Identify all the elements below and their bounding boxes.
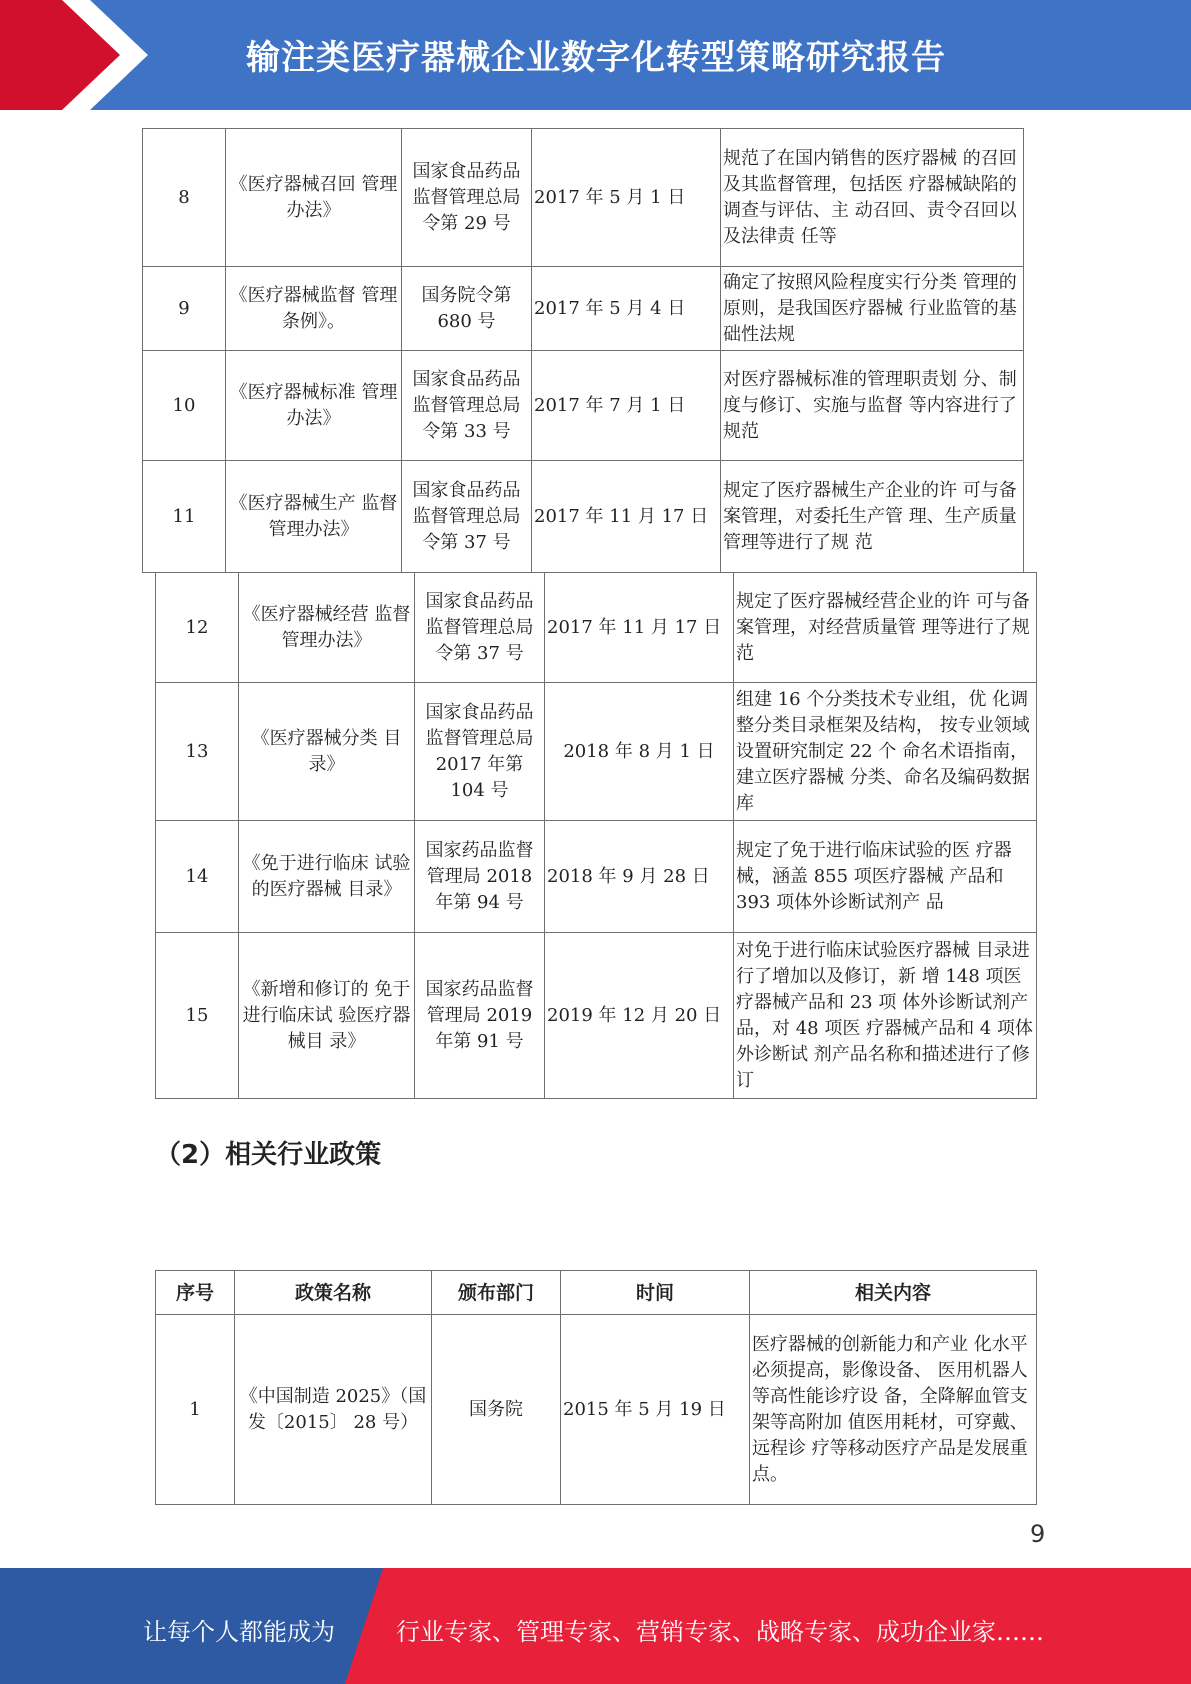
issuing-department: 国家食品药品监督管理总局令第 29 号: [402, 129, 532, 267]
table-row: [143, 461, 1024, 573]
header-chevron-icon: [0, 0, 160, 110]
table-row: [156, 821, 1037, 933]
issue-date: 2017 年 5 月 4 日: [532, 267, 721, 351]
row-number: 12: [156, 573, 239, 683]
regulation-name: 《免于进行临床 试验的医疗器械 目录》: [239, 821, 415, 933]
table-row: [143, 267, 1024, 351]
regulation-name: 《医疗器械分类 目录》: [239, 683, 415, 821]
issue-date: 2017 年 11 月 17 日: [532, 461, 721, 573]
row-number: 15: [156, 933, 239, 1099]
regulation-name: 《医疗器械标准 管理办法》: [226, 351, 402, 461]
report-footer: [0, 1568, 1191, 1684]
regulation-content: 规定了免于进行临床试验的医 疗器械，涵盖 855 项医疗器械 产品和 393 项体外诊断试剂产 品: [734, 821, 1037, 933]
issuing-department: 国家药品监督管理局 2019 年第 91 号: [415, 933, 545, 1099]
regulation-content: 对医疗器械标准的管理职责划 分、制度与修订、实施与监督 等内容进行了规范: [721, 351, 1024, 461]
page-number: 9: [1030, 1520, 1046, 1548]
row-number: 14: [156, 821, 239, 933]
row-number: 10: [143, 351, 226, 461]
issuing-department: 国务院令第 680 号: [402, 267, 532, 351]
regulation-content: 规范了在国内销售的医疗器械 的召回及其监督管理，包括医 疗器械缺陷的调查与评估、主 动召回、责令召回以及法律责 任等: [721, 129, 1024, 267]
row-number: 8: [143, 129, 226, 267]
issuing-department: 国家食品药品监督管理总局令第 37 号: [402, 461, 532, 573]
header-department: 颁布部门: [432, 1271, 561, 1315]
row-number: 9: [143, 267, 226, 351]
header-number: 序号: [156, 1271, 235, 1315]
regulations-table-b: [155, 572, 1037, 1099]
policy-content: 医疗器械的创新能力和产业 化水平必须提高，影像设备、 医用机器人等高性能诊疗设 备，全降解血管支架等高附加 值医用耗材，可穿戴、远程诊 疗等移动医疗产品是发展重 点。: [750, 1315, 1037, 1505]
issue-date: 2017 年 5 月 1 日: [532, 129, 721, 267]
regulation-content: 组建 16 个分类技术专业组，优 化调整分类目录框架及结构， 按专业领域设置研究制定 22 个 命名术语指南，建立医疗器械 分类、命名及编码数据库: [734, 683, 1037, 821]
report-title: 输注类医疗器械企业数字化转型策略研究报告: [246, 38, 946, 78]
regulation-name: 《医疗器械经营 监督管理办法》: [239, 573, 415, 683]
issuing-department: 国务院: [432, 1315, 561, 1505]
regulation-name: 《医疗器械监督 管理条例》。: [226, 267, 402, 351]
section-heading: （2）相关行业政策: [155, 1140, 382, 1170]
footer-slogan-left: 让每个人都能成为: [143, 1618, 335, 1646]
header-policy-name: 政策名称: [235, 1271, 432, 1315]
regulation-content: 对免于进行临床试验医疗器械 目录进行了增加以及修订，新 增 148 项医疗器械产品和 23 项 体外诊断试剂产品，对 48 项医 疗器械产品和 4 项体外诊断试 剂产品名称和描述进行了修订: [734, 933, 1037, 1099]
table-row: [156, 683, 1037, 821]
table-header-row: [156, 1271, 1037, 1315]
issue-date: 2019 年 12 月 20 日: [545, 933, 734, 1099]
table-row: [143, 129, 1024, 267]
regulations-table-a: [142, 128, 1024, 573]
regulation-name: 《医疗器械召回 管理办法》: [226, 129, 402, 267]
table-row: [143, 351, 1024, 461]
table-row: [156, 573, 1037, 683]
table-row: [156, 933, 1037, 1099]
issuing-department: 国家食品药品监督管理总局令第 37 号: [415, 573, 545, 683]
row-number: 1: [156, 1315, 235, 1505]
row-number: 13: [156, 683, 239, 821]
policies-table: [155, 1270, 1037, 1505]
header-date: 时间: [561, 1271, 750, 1315]
issuing-department: 国家食品药品监督管理总局 2017 年第 104 号: [415, 683, 545, 821]
issue-date: 2018 年 9 月 28 日: [545, 821, 734, 933]
policy-name: 《中国制造 2025》（国发〔2015〕 28 号）: [235, 1315, 432, 1505]
regulation-content: 规定了医疗器械经营企业的许 可与备案管理，对经营质量管 理等进行了规范: [734, 573, 1037, 683]
regulation-content: 规定了医疗器械生产企业的许 可与备案管理，对委托生产管 理、生产质量管理等进行了规 范: [721, 461, 1024, 573]
issuing-department: 国家药品监督管理局 2018 年第 94 号: [415, 821, 545, 933]
issue-date: 2015 年 5 月 19 日: [561, 1315, 750, 1505]
regulation-content: 确定了按照风险程度实行分类 管理的原则，是我国医疗器械 行业监管的基础性法规: [721, 267, 1024, 351]
regulation-name: 《新增和修订的 免于进行临床试 验医疗器械目 录》: [239, 933, 415, 1099]
row-number: 11: [143, 461, 226, 573]
report-header: [0, 0, 1191, 110]
footer-slogan-right: 行业专家、管理专家、营销专家、战略专家、成功企业家……: [396, 1618, 1044, 1646]
header-content: 相关内容: [750, 1271, 1037, 1315]
regulation-name: 《医疗器械生产 监督管理办法》: [226, 461, 402, 573]
table-row: [156, 1315, 1037, 1505]
issuing-department: 国家食品药品监督管理总局令第 33 号: [402, 351, 532, 461]
issue-date: 2017 年 7 月 1 日: [532, 351, 721, 461]
issue-date: 2018 年 8 月 1 日: [545, 683, 734, 821]
issue-date: 2017 年 11 月 17 日: [545, 573, 734, 683]
